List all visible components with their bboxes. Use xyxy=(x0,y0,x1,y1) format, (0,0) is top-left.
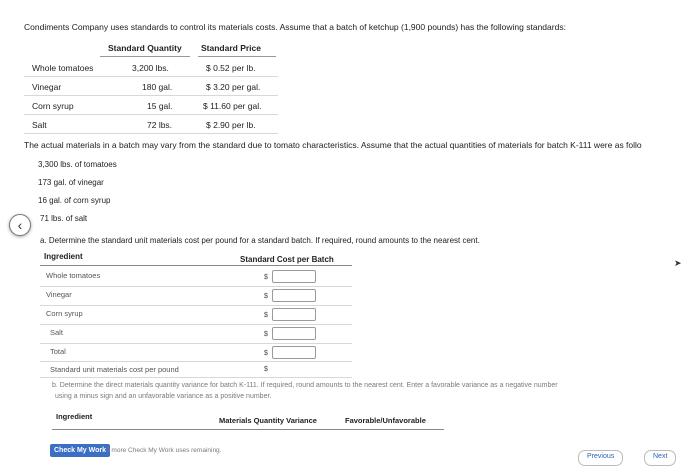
standards-row-price: $ 2.90 per lb. xyxy=(206,120,256,130)
actual-materials-text: The actual materials in a batch may vary from the standard due to tomato characteristics. Assume that the actual quantities of materials for batch K-111 were as follo xyxy=(24,140,642,150)
standards-row-qty: 15 gal. xyxy=(147,101,173,111)
part-b-col-variance: Materials Quantity Variance xyxy=(219,416,317,425)
standards-row-qty: 180 gal. xyxy=(142,82,173,92)
standards-row-qty: 72 lbs. xyxy=(147,120,173,130)
part-a-prompt: a. Determine the standard unit materials cost per pound for a standard batch. If required, round amounts to the nearest cent. xyxy=(40,236,480,245)
check-remaining-text: 5 more Check My Work uses remaining. xyxy=(106,447,222,454)
standards-row-price: $ 11.60 per gal. xyxy=(203,101,262,111)
part-a-row-label: Corn syrup xyxy=(46,309,83,318)
standards-row-price: $ 3.20 per gal. xyxy=(206,82,261,92)
part-b-prompt-cont: using a minus sign and an unfavorable variance as a positive number. xyxy=(55,393,272,400)
actual-item: 16 gal. of corn syrup xyxy=(38,196,111,205)
actual-item: 3,300 lbs. of tomatoes xyxy=(38,160,117,169)
cost-input-total[interactable] xyxy=(272,346,316,359)
cost-input-whole-tomatoes[interactable] xyxy=(272,270,316,283)
standards-row-name: Vinegar xyxy=(32,82,62,92)
currency-symbol: $ xyxy=(264,331,268,338)
part-b-prompt: b. Determine the direct materials quantity variance for batch K-111. If required, round amounts to the nearest cent. Enter a favorable variance as a negative number xyxy=(52,382,558,389)
back-chevron-icon[interactable]: ‹ xyxy=(9,214,31,236)
currency-symbol: $ xyxy=(264,274,268,281)
header-standard-price: Standard Price xyxy=(201,43,261,53)
currency-symbol: $ xyxy=(264,312,268,319)
actual-item: 71 lbs. of salt xyxy=(40,214,88,223)
currency-symbol: $ xyxy=(264,350,268,357)
part-a-row-label: Total xyxy=(50,347,66,356)
standards-row-name: Salt xyxy=(32,120,47,130)
actual-item: 173 gal. of vinegar xyxy=(38,178,104,187)
check-my-work-button[interactable]: Check My Work xyxy=(50,444,110,457)
standards-row-qty: 3,200 lbs. xyxy=(132,63,169,73)
part-b-col-fav: Favorable/Unfavorable xyxy=(345,416,426,425)
part-a-row-label: Whole tomatoes xyxy=(46,271,101,280)
currency-symbol: $ xyxy=(264,366,268,373)
intro-text: Condiments Company uses standards to control its materials costs. Assume that a batch of ketchup (1,900 pounds) has the following standards: xyxy=(24,22,566,32)
cursor-arrow-icon: ➤ xyxy=(674,258,682,268)
header-standard-quantity: Standard Quantity xyxy=(108,43,182,53)
part-a-col-cost: Standard Cost per Batch xyxy=(240,255,334,264)
unit-cost-label: Standard unit materials cost per pound xyxy=(50,365,179,374)
cost-input-corn-syrup[interactable] xyxy=(272,308,316,321)
part-a-row-label: Salt xyxy=(50,328,63,337)
part-a-row-label: Vinegar xyxy=(46,290,72,299)
currency-symbol: $ xyxy=(264,293,268,300)
standards-row-name: Corn syrup xyxy=(32,101,74,111)
standards-row-price: $ 0.52 per lb. xyxy=(206,63,256,73)
part-a-col-ingredient: Ingredient xyxy=(44,252,83,261)
standards-row-name: Whole tomatoes xyxy=(32,63,94,73)
previous-button[interactable] xyxy=(578,450,623,466)
part-b-col-ingredient: Ingredient xyxy=(56,412,93,421)
previous-label: Previous xyxy=(587,453,615,460)
next-button[interactable] xyxy=(644,450,676,466)
next-label: Next xyxy=(653,453,668,460)
cost-input-salt[interactable] xyxy=(272,327,316,340)
cost-input-vinegar[interactable] xyxy=(272,289,316,302)
